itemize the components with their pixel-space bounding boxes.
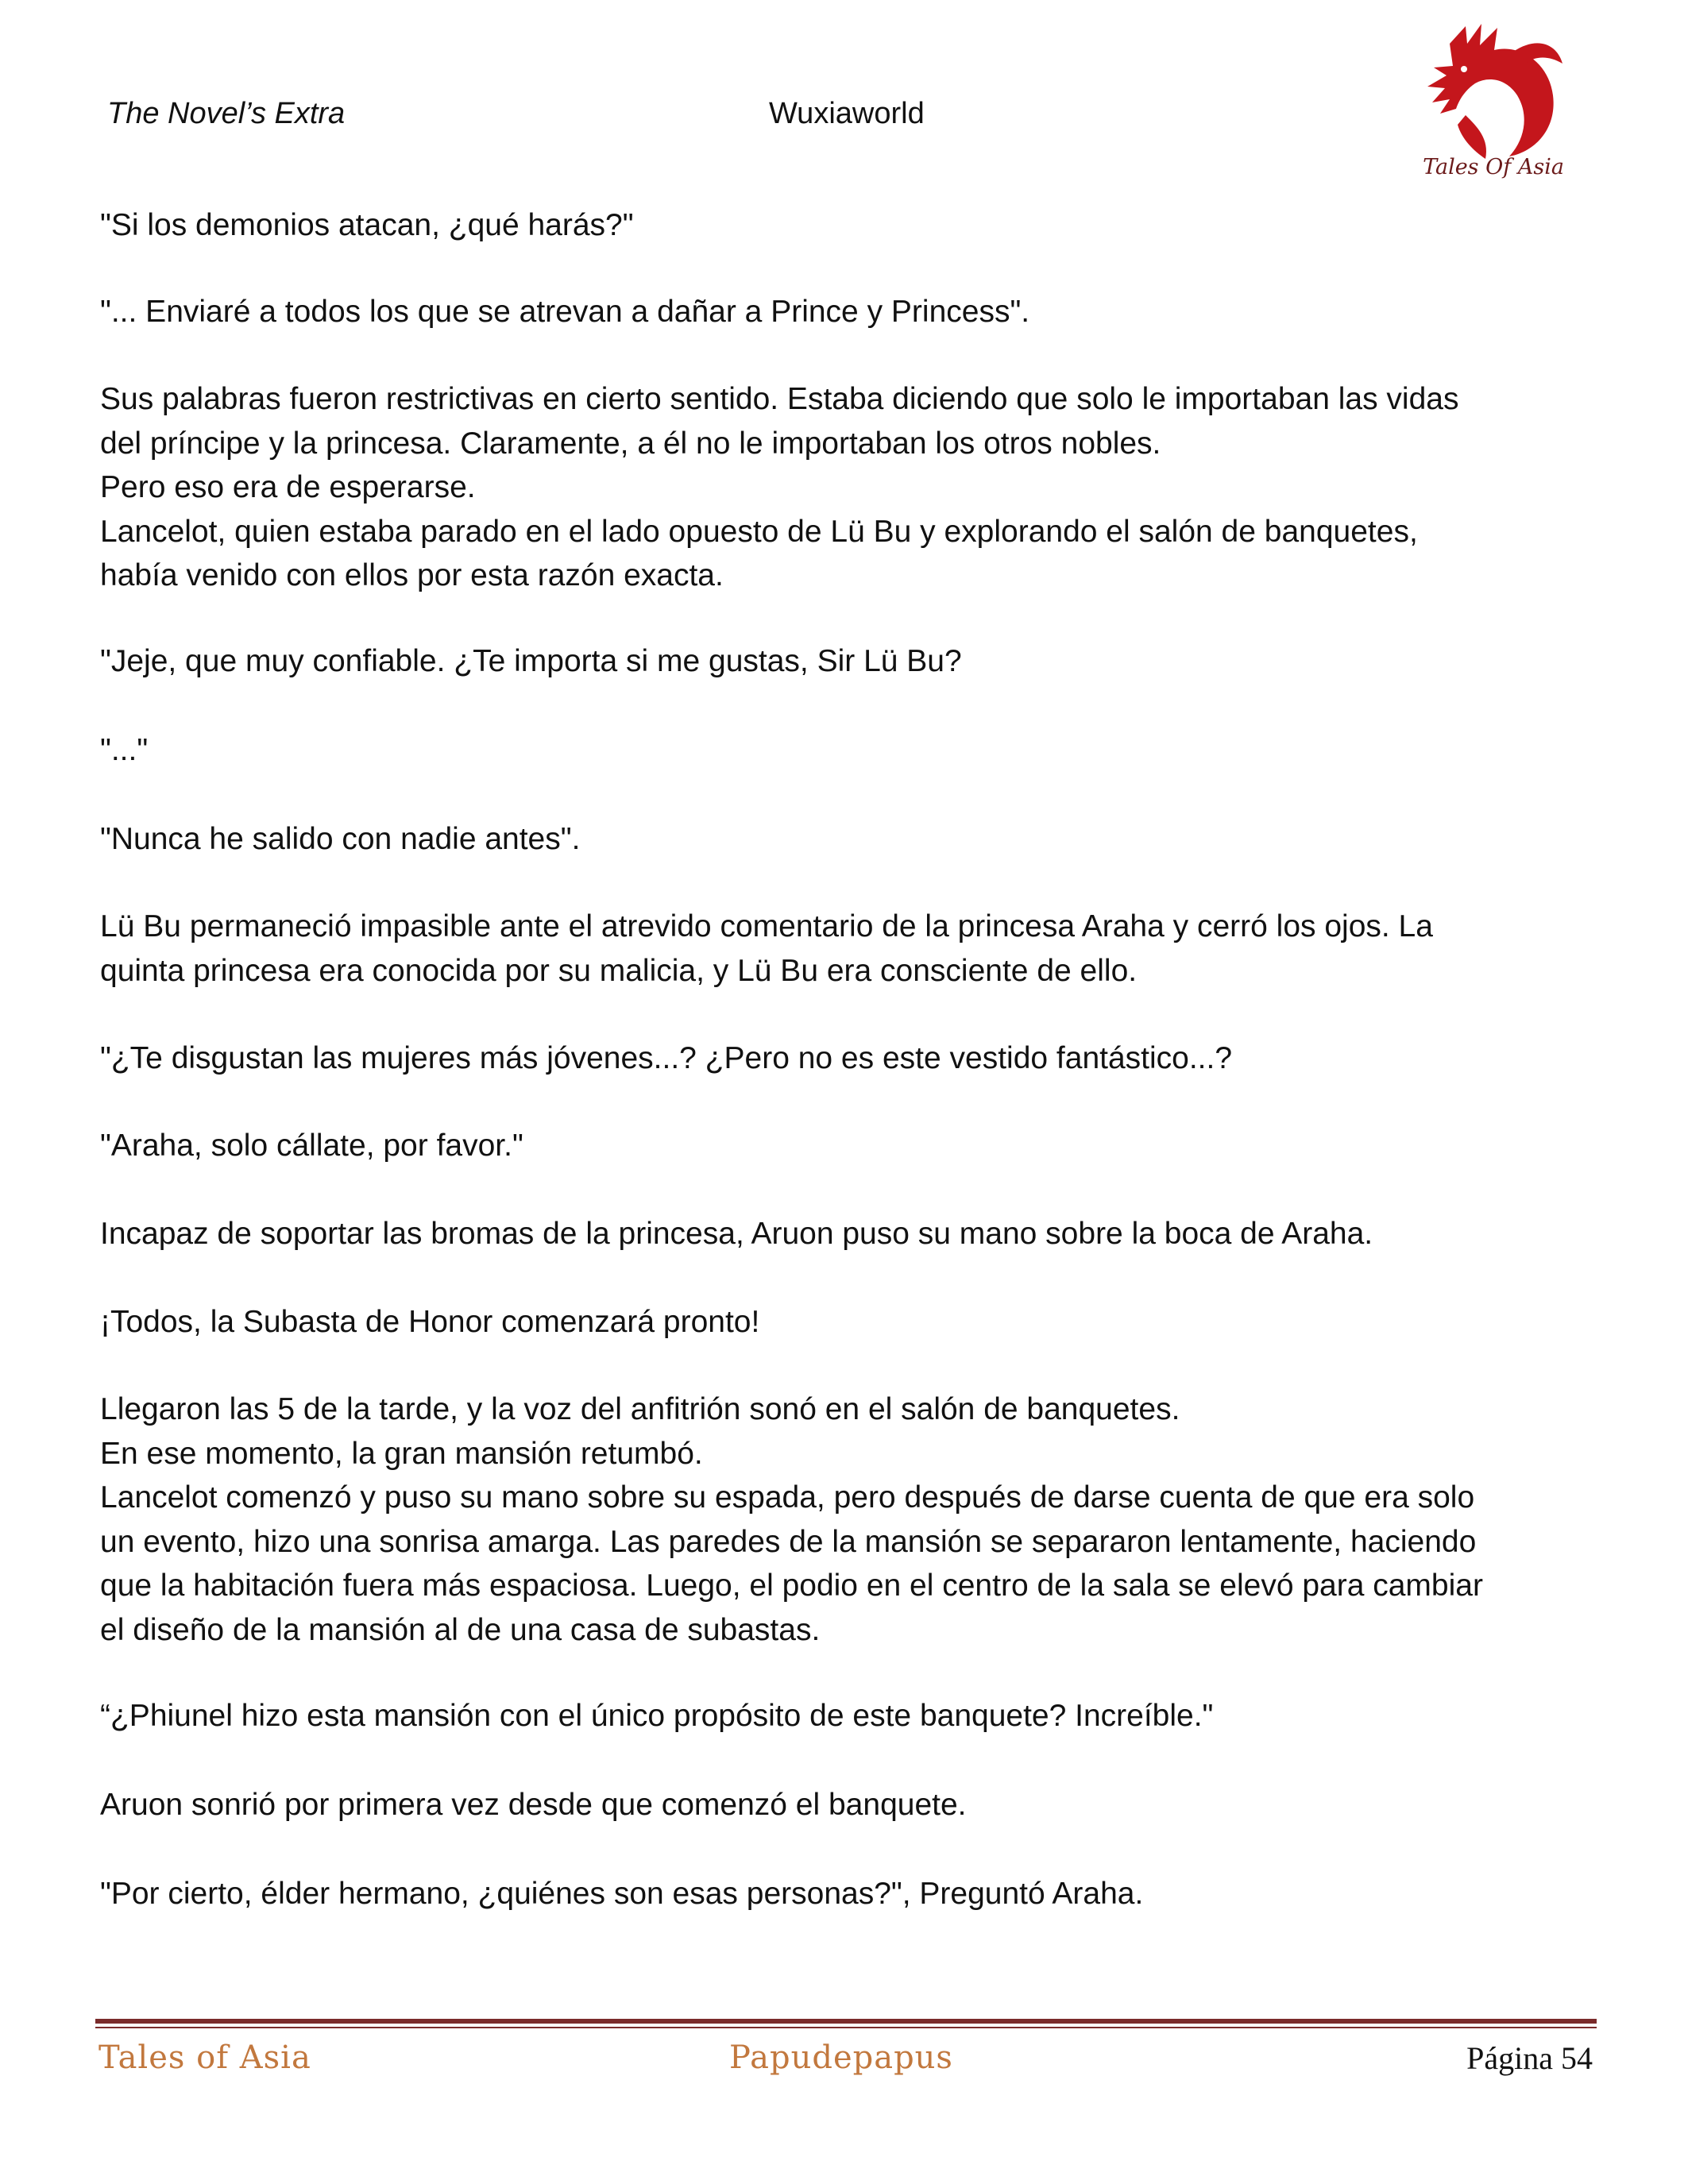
text-line: "... Enviaré a todos los que se atrevan a dañar a Prince y Princess". bbox=[100, 295, 1030, 329]
text-line: quinta princesa era conocida por su malicia, y Lü Bu era consciente de ello. bbox=[100, 953, 1138, 988]
header-novel-title: The Novel’s Extra bbox=[107, 97, 346, 130]
header-site-name: Wuxiaworld bbox=[769, 97, 925, 130]
tales-of-asia-logo bbox=[1418, 20, 1569, 191]
text-line: "¿Te disgustan las mujeres más jóvenes...? ¿Pero no es este vestido fantástico...? bbox=[100, 1041, 1233, 1075]
text-line: Pero eso era de esperarse. bbox=[100, 470, 476, 504]
footer-translator: Papudepapus bbox=[729, 2039, 953, 2076]
text-line: En ese momento, la gran mansión retumbó. bbox=[100, 1436, 703, 1471]
logo-text: Tales Of Asia bbox=[1423, 155, 1564, 179]
text-line: "..." bbox=[100, 733, 149, 767]
text-line: "Por cierto, élder hermano, ¿quiénes son esas personas?", Preguntó Araha. bbox=[100, 1877, 1144, 1911]
text-line: Llegaron las 5 de la tarde, y la voz del anfitrión sonó en el salón de banquetes. bbox=[100, 1392, 1180, 1426]
text-line: "Nunca he salido con nadie antes". bbox=[100, 822, 581, 856]
footer-rule bbox=[95, 2019, 1597, 2024]
text-line: Lancelot, quien estaba parado en el lado opuesto de Lü Bu y explorando el salón de banquetes, bbox=[100, 514, 1418, 549]
text-line: ¡Todos, la Subasta de Honor comenzará pronto! bbox=[100, 1305, 760, 1339]
text-line: que la habitación fuera más espaciosa. Luego, el podio en el centro de la sala se elevó para cambiar bbox=[100, 1569, 1483, 1603]
text-line: Lü Bu permaneció impasible ante el atrevido comentario de la princesa Araha y cerró los ojos. La bbox=[100, 909, 1433, 943]
text-line: "Si los demonios atacan, ¿qué harás?" bbox=[100, 208, 634, 242]
text-line: había venido con ellos por esta razón exacta. bbox=[100, 558, 724, 592]
red-dragon-icon bbox=[1418, 20, 1569, 163]
footer-rule-thin bbox=[95, 2027, 1597, 2028]
text-line: el diseño de la mansión al de una casa de subastas. bbox=[100, 1612, 821, 1647]
text-line: “¿Phiunel hizo esta mansión con el único propósito de este banquete? Increíble." bbox=[100, 1699, 1214, 1733]
text-line: "Araha, solo cállate, por favor." bbox=[100, 1129, 523, 1163]
text-line: del príncipe y la princesa. Claramente, a él no le importaban los otros nobles. bbox=[100, 426, 1161, 461]
text-line: Aruon sonrió por primera vez desde que comenzó el banquete. bbox=[100, 1788, 967, 1822]
text-line: Sus palabras fueron restrictivas en cierto sentido. Estaba diciendo que solo le importaban las vidas bbox=[100, 382, 1459, 416]
footer-publisher: Tales of Asia bbox=[98, 2039, 311, 2076]
footer-page-number: Página 54 bbox=[1466, 2040, 1593, 2076]
text-line: un evento, hizo una sonrisa amarga. Las paredes de la mansión se separaron lentamente, haciendo bbox=[100, 1524, 1477, 1559]
text-line: Lancelot comenzó y puso su mano sobre su espada, pero después de darse cuenta de que era solo bbox=[100, 1480, 1475, 1515]
text-line: Incapaz de soportar las bromas de la princesa, Aruon puso su mano sobre la boca de Araha. bbox=[100, 1217, 1373, 1251]
text-line: "Jeje, que muy confiable. ¿Te importa si me gustas, Sir Lü Bu? bbox=[100, 644, 962, 678]
